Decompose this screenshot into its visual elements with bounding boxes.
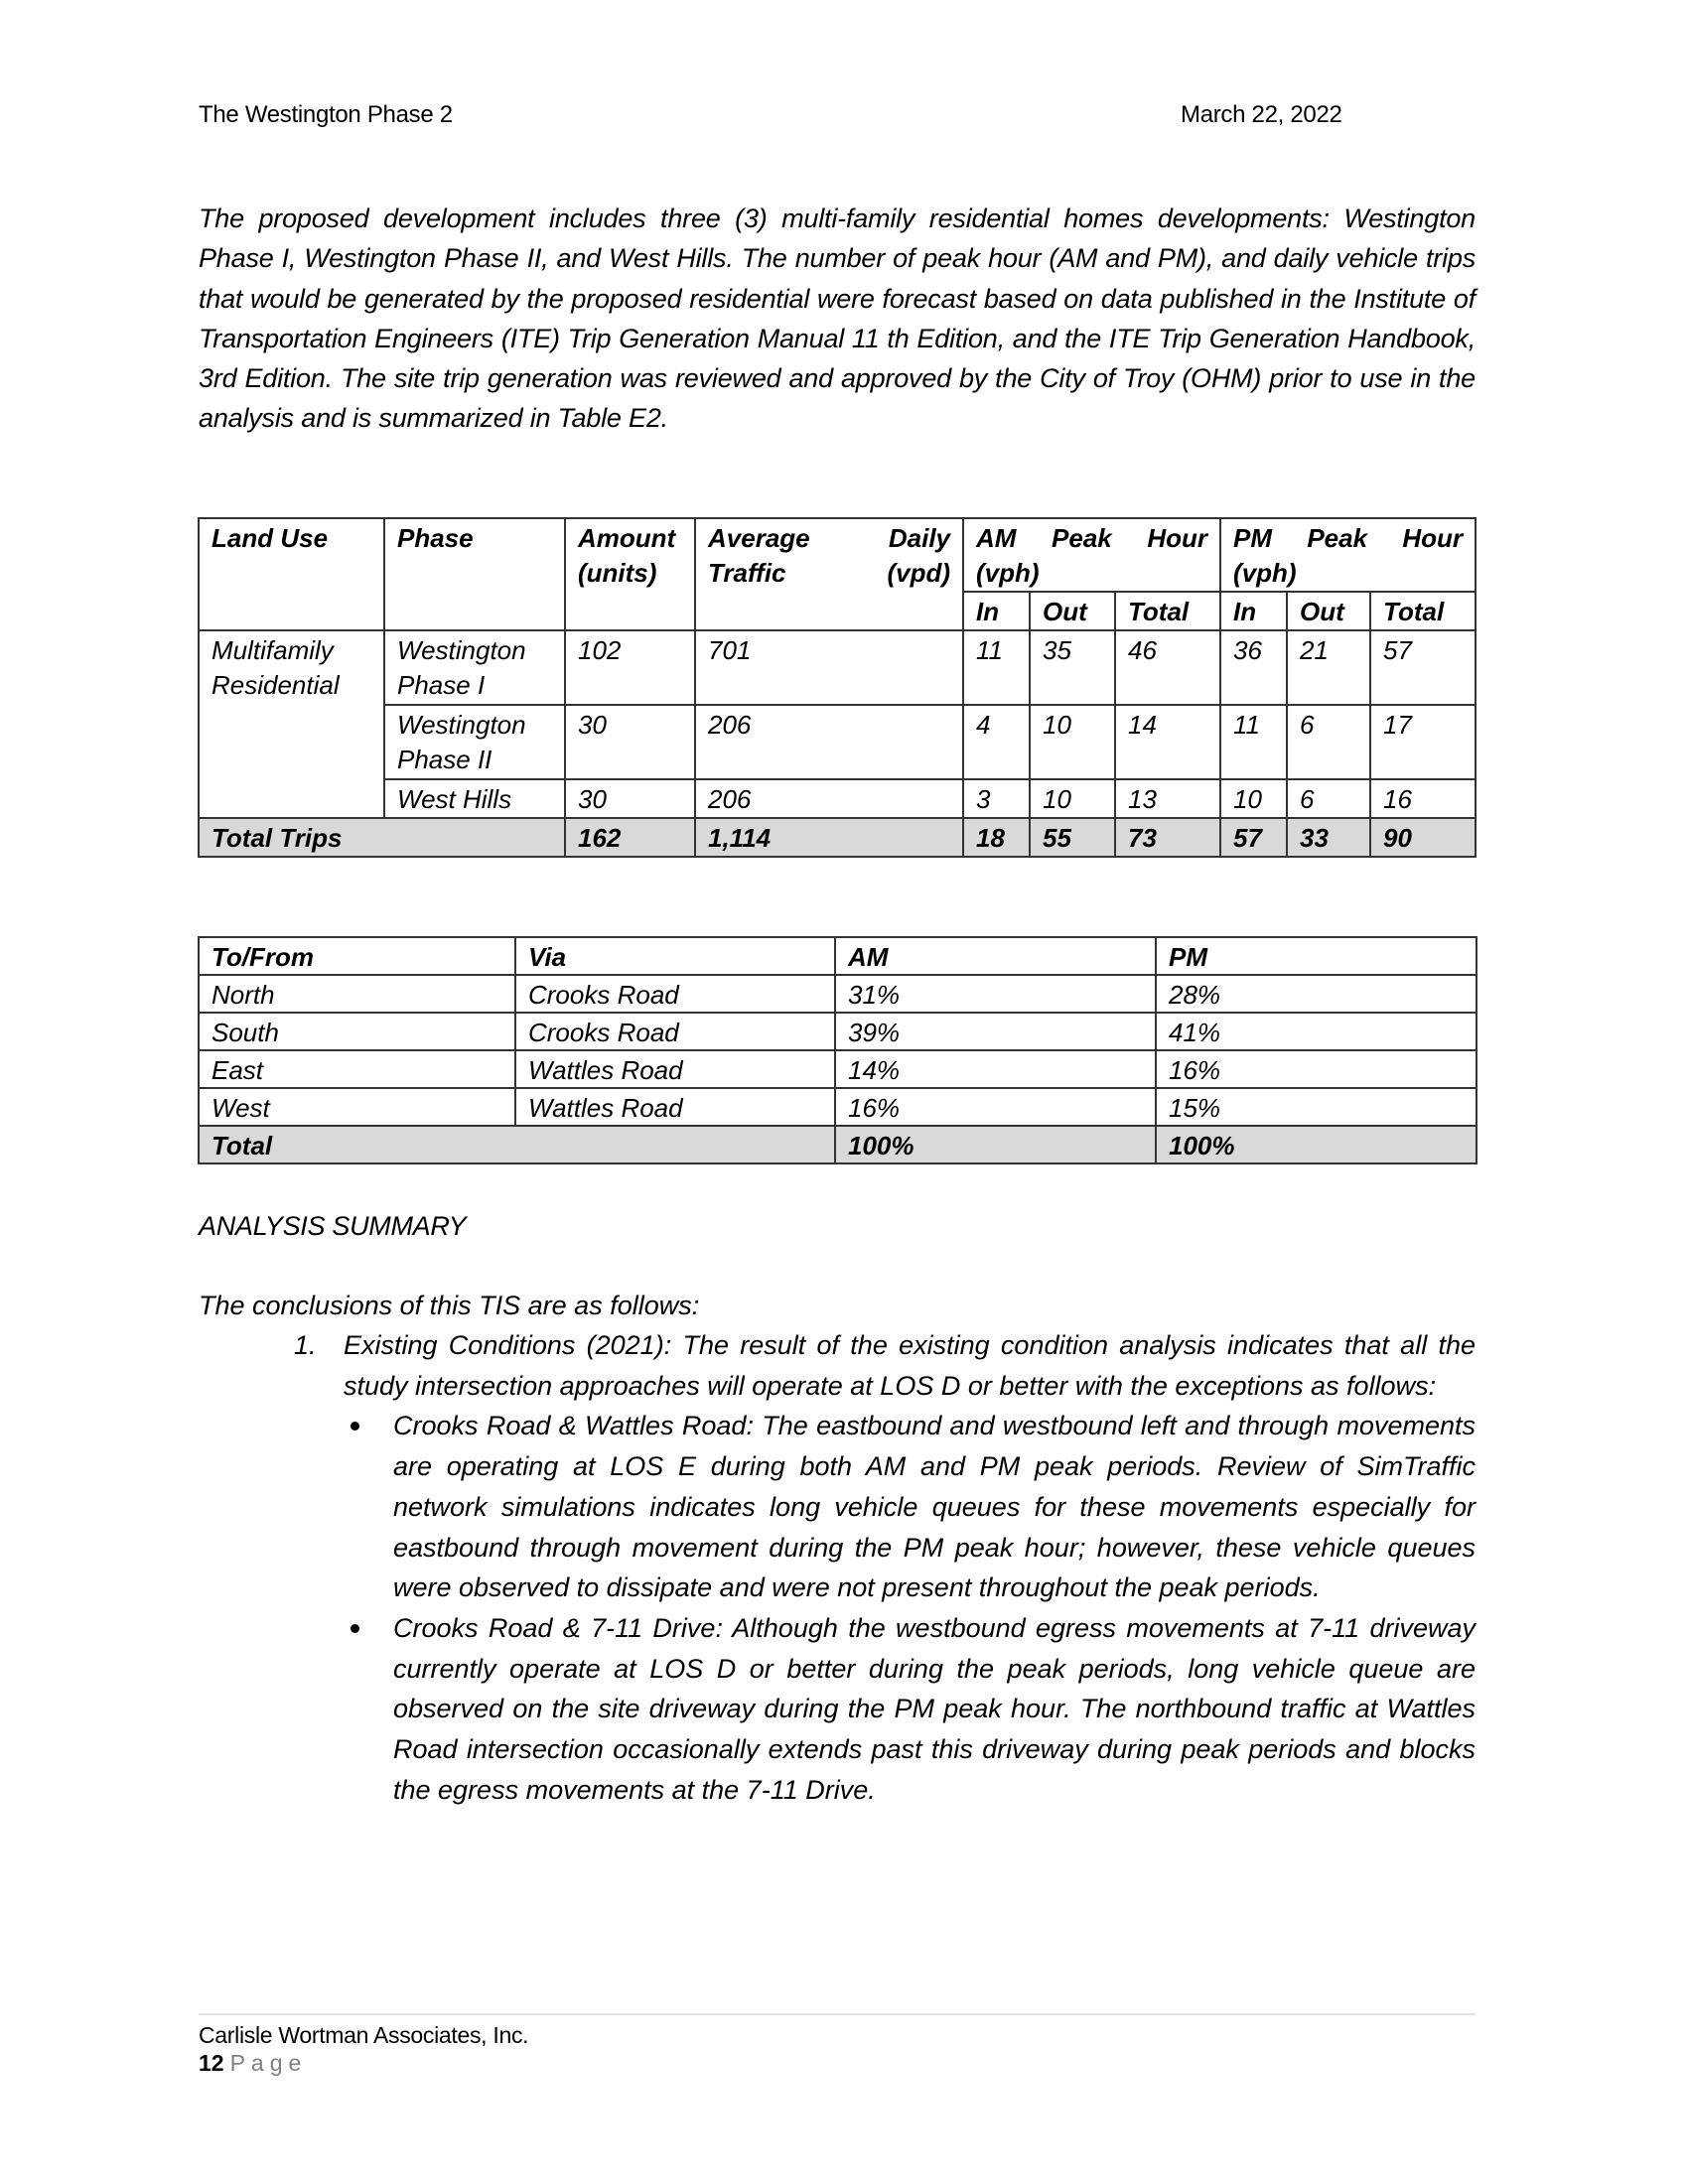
cell-am: 39% [835, 1013, 1156, 1050]
table-row [199, 779, 1476, 818]
cell-total-adt: 1,114 [695, 818, 963, 857]
cell-total-pm-total: 90 [1370, 818, 1476, 857]
trip-generation-table [198, 517, 1477, 858]
page-label: Page [229, 2050, 308, 2076]
document-header-title: The Westington Phase 2 [199, 101, 453, 128]
header-am: AM [835, 937, 1156, 975]
cell-amount: 102 [565, 630, 695, 705]
header-am-in: In [963, 592, 1030, 630]
cell-pm-total: 17 [1370, 705, 1476, 779]
cell-via: Wattles Road [515, 1050, 835, 1088]
cell-total-am-total: 73 [1115, 818, 1220, 857]
cell-pm-out: 21 [1287, 630, 1370, 705]
cell-am-total: 46 [1115, 630, 1220, 705]
header-pm-peak: PM Peak Hour (vph) [1220, 518, 1476, 592]
cell-pm-total: 57 [1370, 630, 1476, 705]
header-to-from: To/From [199, 937, 515, 975]
cell-pm-in: 11 [1220, 705, 1287, 779]
cell-am-out: 35 [1030, 630, 1115, 705]
header-via: Via [515, 937, 835, 975]
header-am-out: Out [1030, 592, 1115, 630]
footer-page [199, 2049, 307, 2077]
cell-am-out: 10 [1030, 705, 1115, 779]
cell-am-in: 11 [963, 630, 1030, 705]
cell-am: 14% [835, 1050, 1156, 1088]
table-row [199, 1088, 1477, 1126]
bullet-icon [351, 1624, 359, 1633]
cell-am-total: 14 [1115, 705, 1220, 779]
list-item-number: 1. [294, 1330, 317, 1360]
cell-pm-total: 16 [1370, 779, 1476, 818]
trip-distribution-table [198, 936, 1477, 1164]
page-number: 12 [199, 2050, 224, 2076]
header-am-total: Total [1115, 592, 1220, 630]
cell-pm: 28% [1156, 975, 1477, 1013]
cell-adt: 701 [695, 630, 963, 705]
cell-to-from: South [199, 1013, 515, 1050]
bullet-item [199, 1608, 1476, 1811]
list-item [199, 1325, 1476, 1406]
cell-amount: 30 [565, 779, 695, 818]
intro-paragraph: The proposed development includes three (3) multi-family residential homes developments: Westington Phase I, Westington Phase II, and West Hills. The number of peak hour (AM and PM), and daily vehicle trips that would be generated by the proposed residential were forecast based on data published in the Institute of Transportation Engineers (ITE) Trip Generation Manual 11 th Edition, and the ITE Trip Generation Handbook, 3rd Edition. The site trip generation was reviewed and approved by the City of Troy (OHM) prior to use in the analysis and is summarized in Table E2. [199, 204, 1476, 434]
cell-am: 16% [835, 1088, 1156, 1126]
header-am-peak: AM Peak Hour (vph) [963, 518, 1220, 592]
cell-pm: 41% [1156, 1013, 1477, 1050]
cell-total-pm-in: 57 [1220, 818, 1287, 857]
footer-divider [199, 2013, 1476, 2015]
table-header-row [199, 518, 1476, 592]
table-row [199, 630, 1476, 705]
bullet-item [199, 1406, 1476, 1608]
cell-pm-in: 36 [1220, 630, 1287, 705]
header-adt: Average Daily Traffic (vpd) [695, 518, 963, 630]
cell-to-from: West [199, 1088, 515, 1126]
cell-via: Crooks Road [515, 975, 835, 1013]
cell-via: Crooks Road [515, 1013, 835, 1050]
table-total-row [199, 818, 1476, 857]
cell-total-pm: 100% [1156, 1126, 1477, 1163]
cell-am-total: 13 [1115, 779, 1220, 818]
conclusions-list [199, 1325, 1476, 1810]
header-phase: Phase [384, 518, 565, 630]
header-amount: Amount (units) [565, 518, 695, 630]
cell-total-amount: 162 [565, 818, 695, 857]
header-pm-in: In [1220, 592, 1287, 630]
cell-am-in: 3 [963, 779, 1030, 818]
cell-phase: West Hills [384, 779, 565, 818]
cell-adt: 206 [695, 705, 963, 779]
cell-pm-in: 10 [1220, 779, 1287, 818]
table-row [199, 1013, 1477, 1050]
cell-pm-out: 6 [1287, 705, 1370, 779]
cell-total-label: Total [199, 1126, 835, 1163]
bullet-text: Crooks Road & 7-11 Drive: Although the westbound egress movements at 7-11 driveway currently operate at LOS D or better during the peak periods, long vehicle queue are observed on the site driveway during the PM peak hour. The northbound traffic at Wattles Road intersection occasionally extends past this driveway during peak periods and blocks the egress movements at the 7-11 Drive. [393, 1612, 1476, 1805]
list-item-text: Existing Conditions (2021): The result of the existing condition analysis indicates that all the study intersection approaches will operate at LOS D or better with the exceptions as follows: [344, 1330, 1476, 1401]
cell-total-label: Total Trips [199, 818, 565, 857]
table-total-row [199, 1126, 1477, 1163]
exceptions-list [199, 1406, 1476, 1810]
bullet-text: Crooks Road & Wattles Road: The eastbound and westbound left and through movements are operating at LOS E during both AM and PM peak periods. Review of SimTraffic network simulations indicates long vehicle queues for these movements especially for eastbound through movement during the PM peak hour; however, these vehicle queues were observed to dissipate and were not present throughout the peak periods. [393, 1411, 1476, 1603]
cell-total-pm-out: 33 [1287, 818, 1370, 857]
header-pm-out: Out [1287, 592, 1370, 630]
cell-am-out: 10 [1030, 779, 1115, 818]
section-heading: ANALYSIS SUMMARY [199, 1211, 467, 1241]
table-header-row [199, 937, 1477, 975]
document-header-date: March 22, 2022 [1181, 101, 1342, 128]
cell-total-am-in: 18 [963, 818, 1030, 857]
cell-pm: 15% [1156, 1088, 1477, 1126]
cell-am: 31% [835, 975, 1156, 1013]
cell-amount: 30 [565, 705, 695, 779]
table-row [199, 705, 1476, 779]
bullet-icon [351, 1422, 359, 1431]
cell-to-from: East [199, 1050, 515, 1088]
cell-am-in: 4 [963, 705, 1030, 779]
header-pm: PM [1156, 937, 1477, 975]
cell-phase: Westington Phase II [384, 705, 565, 779]
header-land-use: Land Use [199, 518, 384, 630]
cell-to-from: North [199, 975, 515, 1013]
cell-total-am: 100% [835, 1126, 1156, 1163]
table-row [199, 1050, 1477, 1088]
conclusions-intro: The conclusions of this TIS are as follows: [199, 1291, 700, 1320]
cell-phase: Westington Phase I [384, 630, 565, 705]
cell-pm-out: 6 [1287, 779, 1370, 818]
cell-adt: 206 [695, 779, 963, 818]
table-row [199, 975, 1477, 1013]
footer-company: Carlisle Wortman Associates, Inc. [199, 2022, 529, 2048]
header-pm-total: Total [1370, 592, 1476, 630]
cell-total-am-out: 55 [1030, 818, 1115, 857]
cell-pm: 16% [1156, 1050, 1477, 1088]
cell-via: Wattles Road [515, 1088, 835, 1126]
cell-land-use: Multifamily Residential [199, 630, 384, 818]
